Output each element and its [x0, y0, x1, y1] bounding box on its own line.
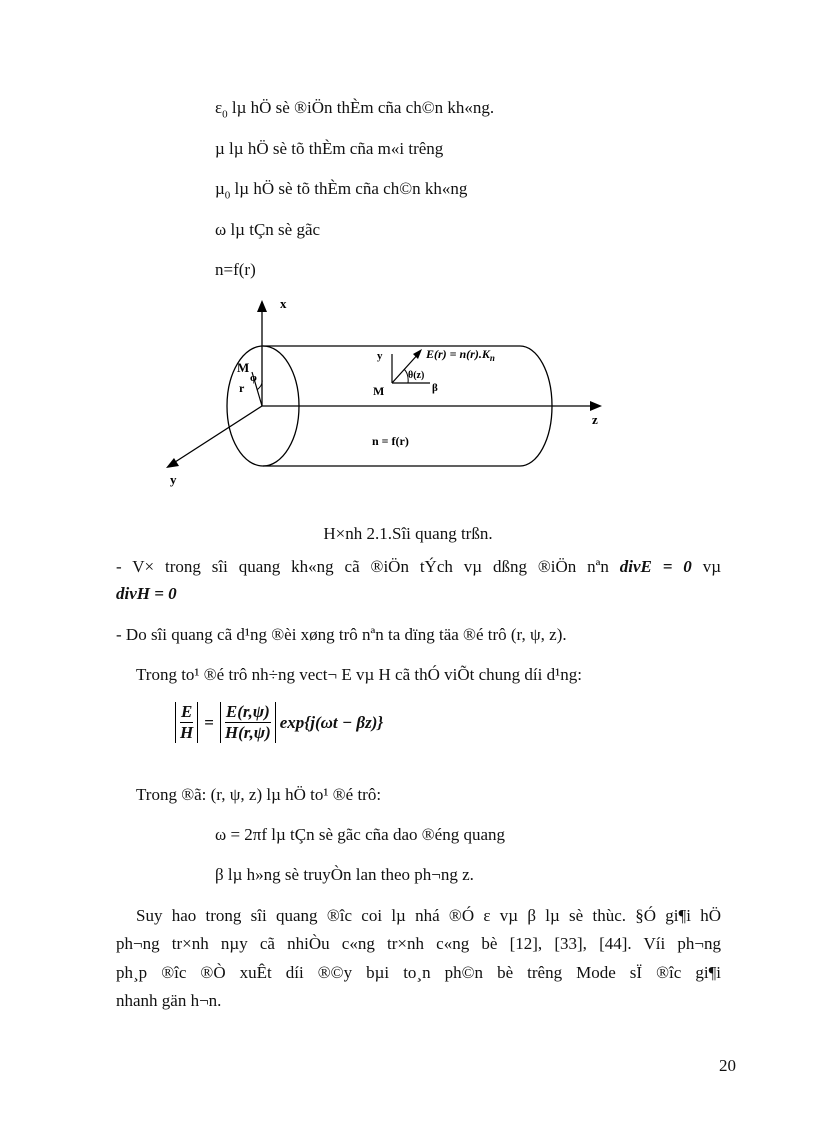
field-equation: E H = E(r,ψ) H(r,ψ) exp{j(ωt − βz)}: [175, 702, 384, 743]
point-m-left: M: [237, 360, 250, 375]
page-number: 20: [719, 1056, 736, 1075]
radius-label: r: [239, 381, 245, 395]
para-5-line-2: ph¬ng tr×nh nµy cã nhiÒu c«ng tr×nh c«ng bè [12], [33], [44]. Víi ph¬ng: [116, 934, 721, 953]
para-2: - Do sîi quang cã d¹ng ®èi xøng trô nªn ta dïng täa ®é trô (r, ψ, z).: [116, 625, 567, 644]
para-5-line-1: Suy hao trong sîi quang ®îc coi lµ nhá ®Ó ε vµ β lµ sè thùc. §Ó gi¶i hÖ: [136, 906, 721, 925]
beta-def: β lµ h»ng sè truyÒn lan theo ph¬ng z.: [215, 865, 474, 884]
def-mu0: µ$_0$ lµ hÖ sè tõ thÈm cña ch©n kh«ng: [215, 179, 468, 202]
para-4: Trong ®ã: (r, ψ, z) lµ hÖ to¹ ®é trô:: [136, 785, 382, 804]
x-axis-label: x: [280, 296, 287, 311]
def-epsilon0: $\varepsilon_0$ lµ hÖ sè ®iÖn thÈm cña ch©n kh«ng.: [215, 98, 495, 121]
def-n: n=f(r): [215, 260, 256, 279]
para-1-cont: divH = 0: [116, 584, 177, 603]
para-5-line-3: ph¸p ®îc ®Ò xuÊt díi ®©y bµi to¸n ph©n bè trêng Mode sÏ ®îc gi¶i: [116, 963, 721, 982]
y-axis-label: y: [170, 472, 177, 487]
y-axis: [172, 406, 262, 464]
para-1: - V× trong sîi quang kh«ng cã ®iÖn tÝch vµ dßng ®iÖn nªn divE = 0 vµ: [116, 557, 721, 576]
beta-label: β: [432, 382, 438, 394]
para-3: Trong to¹ ®é trô nh÷ng vect¬ E vµ H cã thÓ viÕt chung díi d¹ng:: [136, 665, 582, 684]
phi-label: φ: [250, 372, 257, 384]
def-omega: ω lµ tÇn sè gãc: [215, 220, 321, 239]
n-label: n = f(r): [372, 434, 409, 448]
figure-caption: H×nh 2.1.Sîi quang trßn.: [323, 524, 493, 543]
fiber-diagram: [160, 292, 620, 492]
field-label: $E(r) = n(r).K_n$: [426, 347, 495, 363]
inner-m-label: M: [373, 384, 385, 398]
omega-def: ω = 2πf lµ tÇn sè gãc cña dao ®éng quang: [215, 825, 505, 844]
theta-label: θ(z): [408, 370, 425, 381]
def-mu: µ lµ hÖ sè tõ thÈm cña m«i trêng: [215, 139, 444, 158]
inner-y-label: y: [377, 350, 383, 362]
para-5-line-4: nhanh gän h¬n.: [116, 991, 222, 1010]
z-axis-label: z: [592, 412, 598, 427]
